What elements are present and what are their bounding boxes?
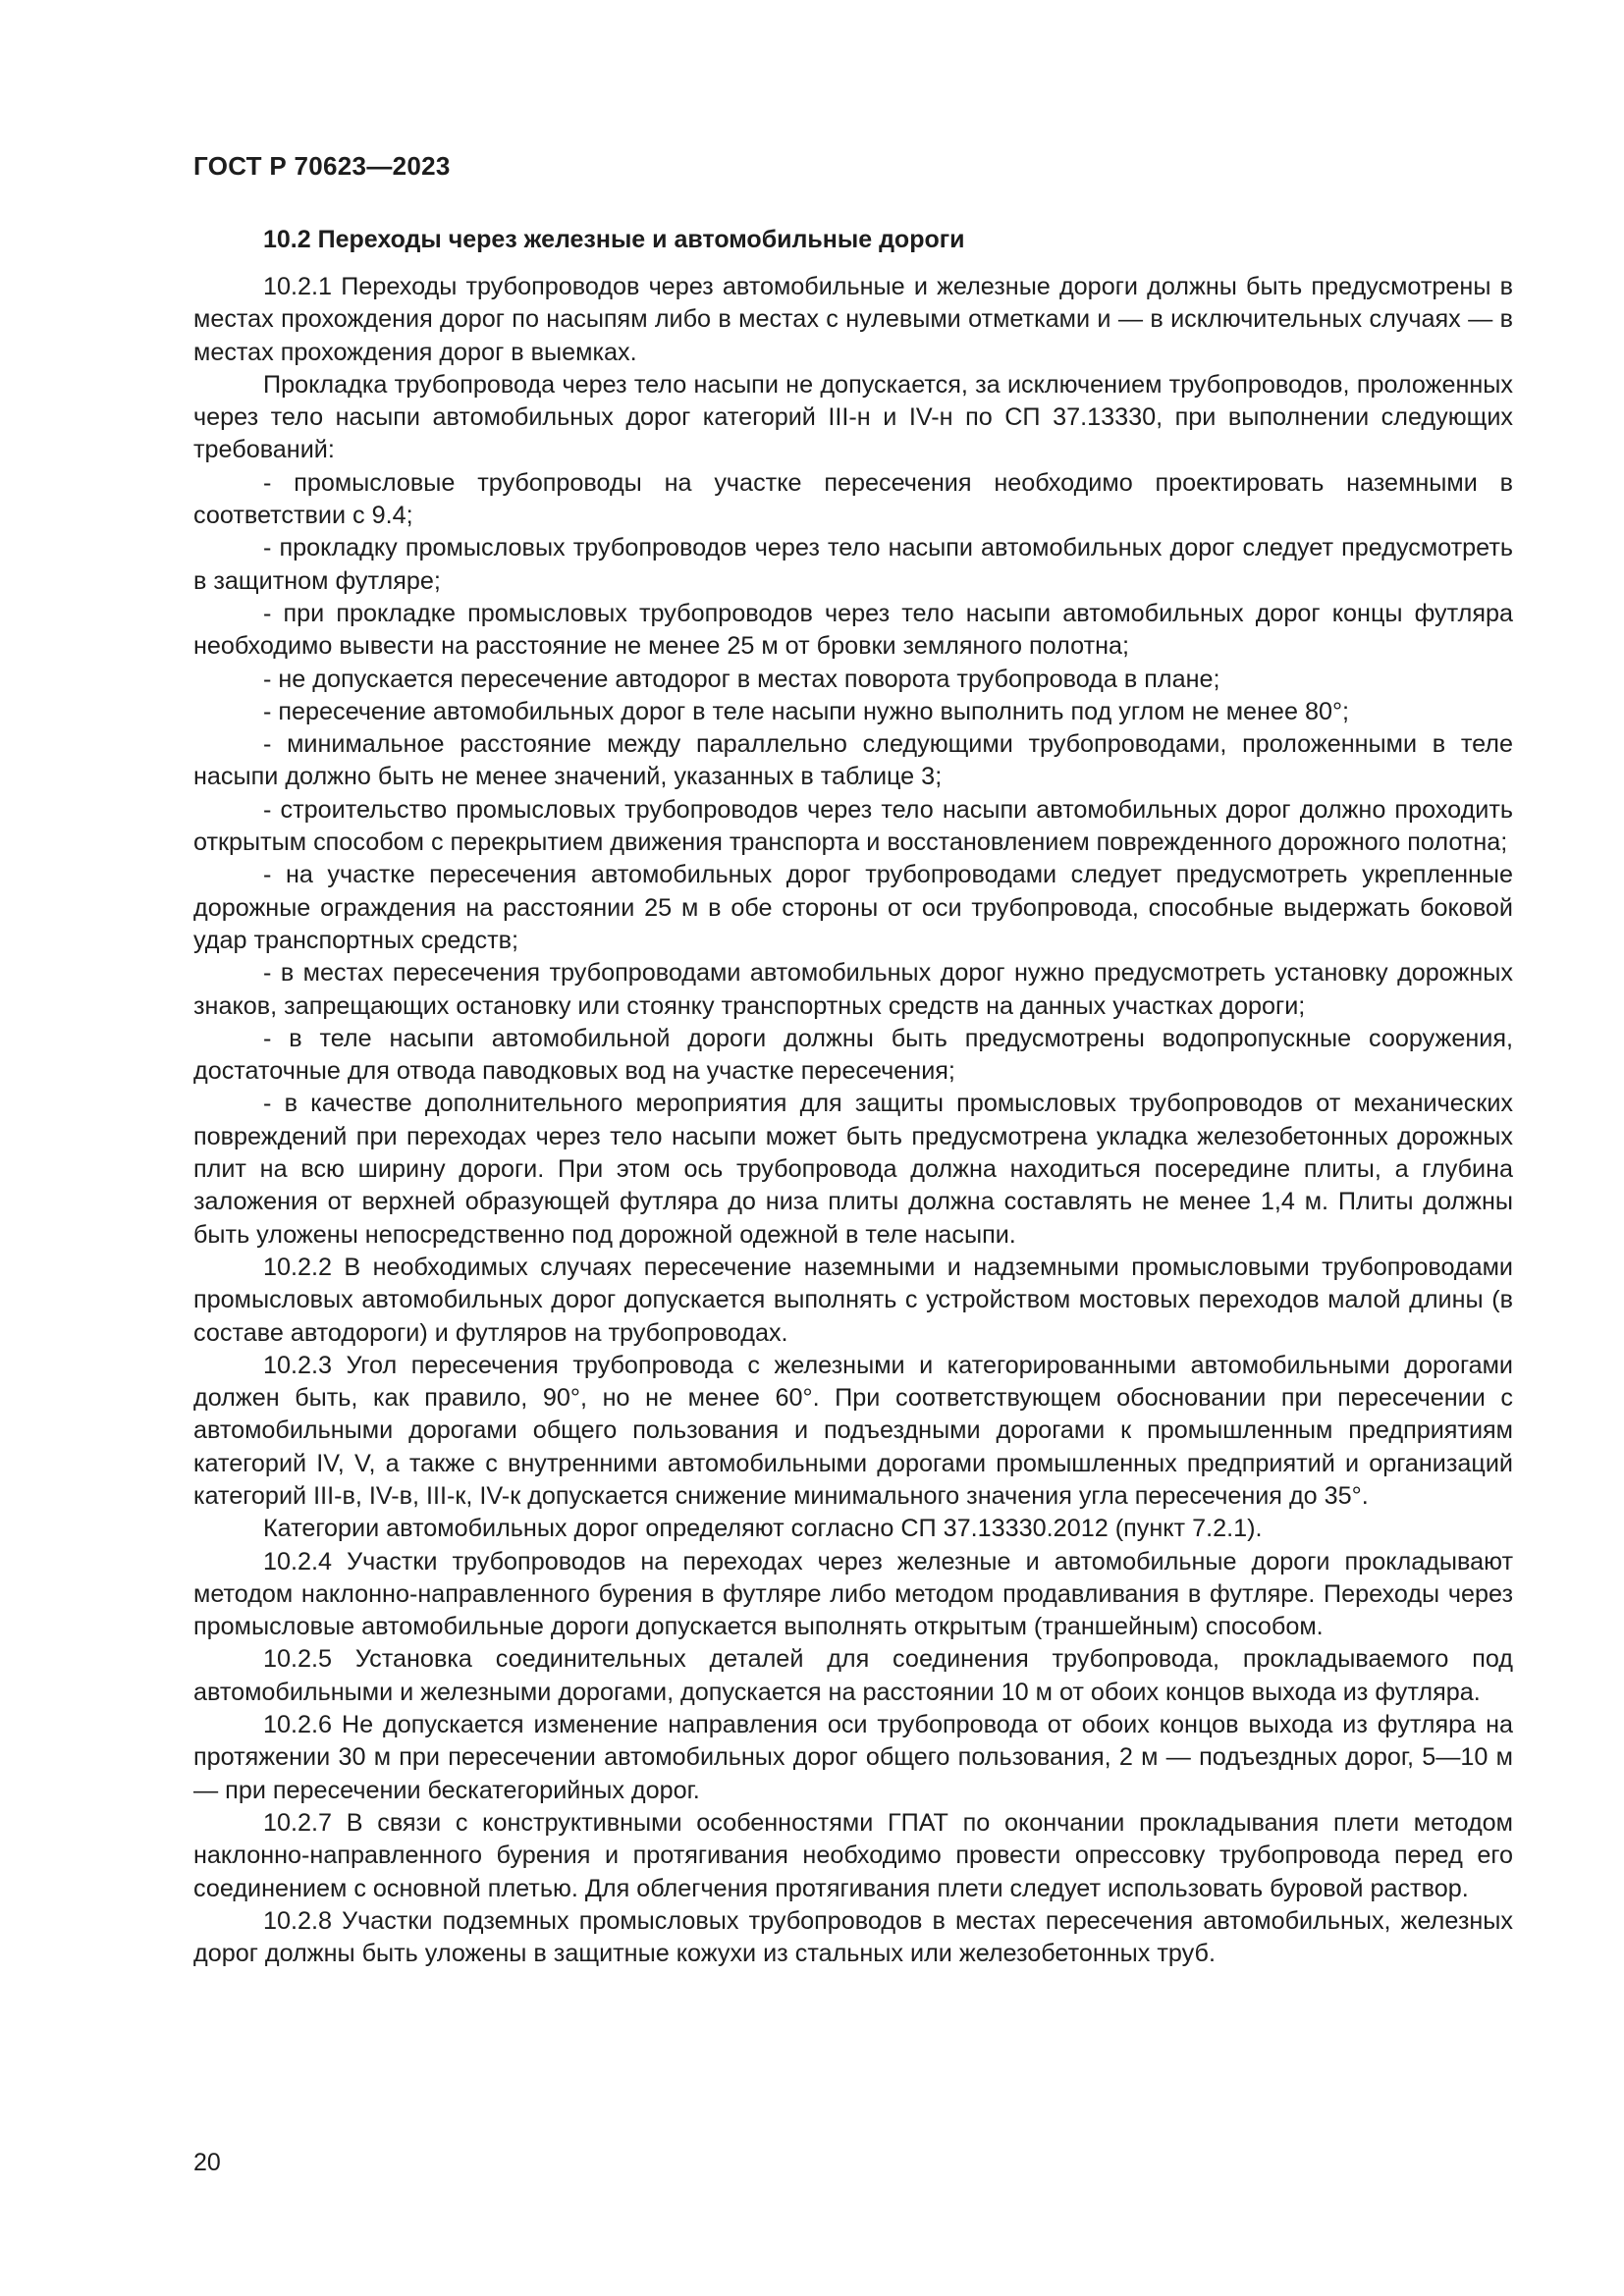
list-item: - промысловые трубопроводы на участке пересечения необходимо проектировать наземными в соответствии с 9.4; [193, 468, 1513, 530]
paragraph: Прокладка трубопровода через тело насыпи не допускается, за исключением трубопроводов, проложенных через тело насыпи автомобильных дорог категорий III-н и IV-н по СП 37.13330, при выполнении следующих требований: [193, 370, 1513, 464]
list-item: - пересечение автомобильных дорог в теле насыпи нужно выполнить под углом не менее 80°; [263, 697, 1350, 725]
list-item: - прокладку промысловых трубопроводов через тело насыпи автомобильных дорог следует предусмотреть в защитном футляре; [193, 534, 1513, 595]
paragraph: Категории автомобильных дорог определяют согласно СП 37.13330.2012 (пункт 7.2.1). [263, 1515, 1263, 1543]
list-item: - в качестве дополнительного мероприятия для защиты промысловых трубопроводов от механических повреждений при переходах через тело насыпи может быть предусмотрена укладка железобетонных дорожных плит на всю ширину дороги. При этом ось трубопровода должна находиться посередине плиты, а глубина заложения от верхней образующей футляра до низа плиты должна составлять не менее 1,4 м. Плиты должны быть уложены непосредственно под дорожной одежной в теле насыпи. [193, 1090, 1513, 1249]
paragraph: 10.2.6 Не допускается изменение направления оси трубопровода от обоих концов выхода из футляра на протяжении 30 м при пересечении автомобильных дорог общего пользования, 2 м — подъездных дорог, 5—10 м — при пересечении бескатегорийных дорог. [193, 1711, 1513, 1804]
paragraph: 10.2.8 Участки подземных промысловых трубопроводов в местах пересечения автомобильных, железных дорог должны быть уложены в защитные кожухи из стальных или железобетонных труб. [193, 1906, 1513, 1968]
paragraph: 10.2.1 Переходы трубопроводов через автомобильные и железные дороги должны быть предусмотрены в местах прохождения дорог по насыпям либо в местах с нулевыми отметками и — в исключительных случаях — в местах прохождения дорог в выемках. [193, 273, 1513, 366]
list-item: - не допускается пересечение автодорог в местах поворота трубопровода в плане; [263, 665, 1220, 693]
list-item: - на участке пересечения автомобильных дорог трубопроводами следует предусмотреть укрепленные дорожные ограждения на расстоянии 25 м в обе стороны от оси трубопровода, способные выдержать боковой удар транспортных средств; [193, 861, 1513, 954]
paragraph: 10.2.2 В необходимых случаях пересечение наземными и надземными промысловыми трубопроводами промысловых автомобильных дорог допускается выполнять с устройством мостовых переходов малой длины (в составе автодороги) и футляров на трубопроводах. [193, 1253, 1513, 1347]
document-header: ГОСТ Р 70623—2023 [193, 151, 451, 181]
body-text [193, 271, 1513, 1970]
paragraph: 10.2.5 Установка соединительных деталей для соединения трубопровода, прокладываемого под автомобильными и железными дорогами, допускается на расстоянии 10 м от обоих концов выхода из футляра. [193, 1645, 1513, 1706]
list-item: - в теле насыпи автомобильной дороги должны быть предусмотрены водопропускные сооружения, достаточные для отвода паводковых вод на участке пересечения; [193, 1024, 1513, 1086]
list-item: - при прокладке промысловых трубопроводов через тело насыпи автомобильных дорог концы футляра необходимо вывести на расстояние не менее 25 м от бровки земляного полотна; [193, 599, 1513, 661]
paragraph: 10.2.3 Угол пересечения трубопровода с железными и категорированными автомобильными дорогами должен быть, как правило, 90°, но не менее 60°. При соответствующем обосновании при пересечении с автомобильными дорогами общего пользования и подъездными дорогами к промышленным предприятиям категорий IV, V, а также с внутренними автомобильными дорогами промышленных предприятий и организаций категорий III-в, IV-в, III-к, IV-к допускается снижение минимального значения угла пересечения до 35°. [193, 1351, 1513, 1510]
section-title: 10.2 Переходы через железные и автомобильные дороги [263, 226, 965, 253]
paragraph: 10.2.4 Участки трубопроводов на переходах через железные и автомобильные дороги прокладывают методом наклонно-направленного бурения в футляре либо методом продавливания в футляре. Переходы через промысловые автомобильные дороги допускается выполнять открытым (траншейным) способом. [193, 1547, 1513, 1641]
list-item: - в местах пересечения трубопроводами автомобильных дорог нужно предусмотреть установку дорожных знаков, запрещающих остановку или стоянку транспортных средств на данных участках дороги; [193, 959, 1513, 1020]
list-item: - строительство промысловых трубопроводов через тело насыпи автомобильных дорог должно проходить открытым способом с перекрытием движения транспорта и восстановлением поврежденного дорожного полотна; [193, 795, 1513, 857]
page-number: 20 [193, 2149, 221, 2176]
list-item: - минимальное расстояние между параллельно следующими трубопроводами, проложенными в теле насыпи должно быть не менее значений, указанных в таблице 3; [193, 730, 1513, 791]
paragraph: 10.2.7 В связи с конструктивными особенностями ГПАТ по окончании прокладывания плети методом наклонно-направленного бурения и протягивания необходимо провести опрессовку трубопровода перед его соединением с основной плетью. Для облегчения протягивания плети следует использовать буровой раствор. [193, 1808, 1513, 1902]
